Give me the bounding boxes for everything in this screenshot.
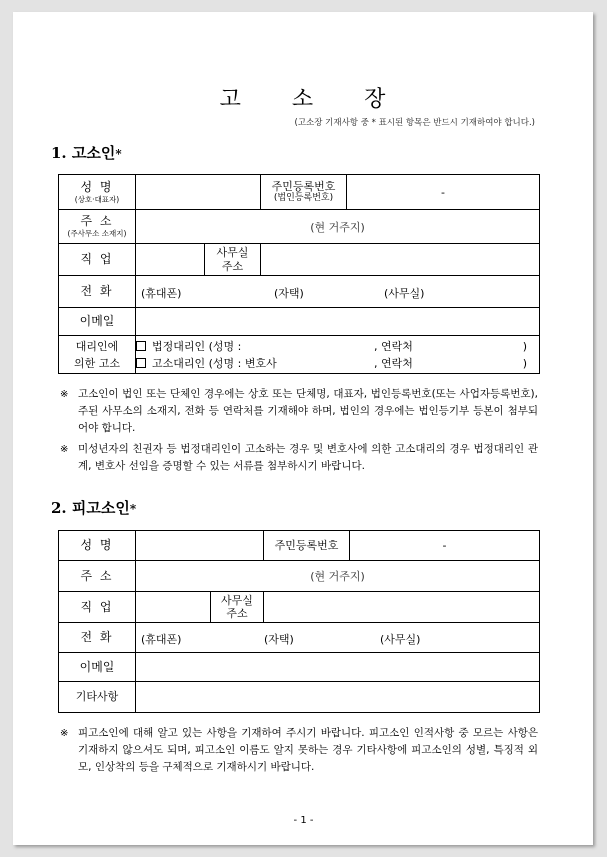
phone-home-label: (자택) [264,633,294,646]
note-mark: ※ [60,728,69,739]
job-label: 직 업 [80,252,114,266]
accused-address-field[interactable]: (현 거주지) [136,561,540,592]
accused-etc-field[interactable] [136,682,540,713]
name-label: 성 명 [80,538,114,552]
accused-id-field[interactable]: - [350,531,540,561]
paren-close: ) [522,339,527,353]
id-label-cell [261,175,347,210]
phone-office-label: (사무실) [380,633,421,646]
complainant-id-field[interactable]: - [347,175,540,210]
address-label-cell [59,210,136,244]
office-label-cell [211,592,264,623]
id-label-cell [264,531,350,561]
phone-mobile-label: (휴대폰) [141,633,182,646]
note-text: 미성년자의 친권자 등 법정대리인이 고소하는 경우 및 변호사에 의한 고소대리의 경우 법정대리인 관계, 변호사 선임을 증명할 수 있는 서류를 첨부하시기 바랍니다. [78,443,538,472]
phone-label: 전 화 [80,630,114,644]
phone-label: 전 화 [80,284,114,298]
accused-note-1 [60,725,538,776]
office-label: 사무실 [216,246,249,260]
required-star: * [129,502,137,516]
complainant-address-field[interactable]: (현 거주지) [136,210,540,244]
accused-job-field[interactable] [136,592,211,623]
accused-phone-field[interactable] [136,623,540,653]
complainant-name-field[interactable] [136,175,261,210]
complainant-table [58,174,540,374]
address-label: 주 소 [80,214,114,229]
complainant-job-field[interactable] [136,244,205,276]
email-label: 이메일 [79,659,115,674]
lawyer-agent-row [136,355,539,372]
complainant-phone-field[interactable] [136,276,540,308]
phone-label-cell [59,623,136,653]
section1-heading [51,142,122,163]
id-label: 주민등록번호 [271,179,336,193]
phone-label-cell [59,276,136,308]
agent-label-cell [59,336,136,374]
office-label-cell [205,244,261,276]
address-sublabel: (주사무소 소재지) [67,229,127,239]
phone-office-label: (사무실) [384,287,425,300]
office-label-2: 주소 [221,259,244,273]
note-mark: ※ [60,444,69,455]
title-char: 고 [219,87,243,112]
lawyer-agent-checkbox[interactable] [136,358,146,368]
name-label-cell [59,531,136,561]
legal-agent-checkbox[interactable] [136,341,146,351]
note-text: 피고소인에 대해 알고 있는 사항을 기재하여 주시기 바랍니다. 피고소인 인적사항 중 모르는 사항은 기재하지 않으셔도 되며, 피고소인 이름도 알지 못하는 경우 기타사항에 피고소인의 성별, 특징적 외모, 인상착의 등을 구체적으로 기재하시기 바랍니다. [78,727,538,773]
complainant-note-2 [60,441,538,475]
lawyer-agent-contact-label: , 연락처 [374,356,413,370]
agent-label-2: 의한 고소 [73,356,120,370]
agent-field [136,336,540,374]
note-mark: ※ [60,389,69,400]
email-label-cell [59,308,136,336]
section2-heading-text: 2. 피고소인 [51,499,130,517]
name-sublabel: (상호·대표자) [74,194,120,204]
legal-agent-label: 법정대리인 (성명 : [152,339,242,353]
job-label: 직 업 [80,599,114,614]
complainant-email-field[interactable] [136,308,540,336]
accused-office-field[interactable] [264,592,540,623]
note-text: 고소인이 법인 또는 단체인 경우에는 상호 또는 단체명, 대표자, 법인등록번호(또는 사업자등록번호), 주된 사무소의 소재지, 전화 등 연락처를 기재해야 하며, 법인의 경우에는 법인등기부 등본이 첨부되어야 합니다. [78,388,538,434]
address-label-cell [59,561,136,592]
job-label-cell [59,244,136,276]
required-notice: (고소장 기재사항 중 * 표시된 항목은 반드시 기재하여야 합니다.) [294,118,535,128]
complainant-office-field[interactable] [261,244,540,276]
title-char: 소 [291,87,316,112]
name-label: 성 명 [80,179,114,194]
accused-email-field[interactable] [136,653,540,682]
email-label: 이메일 [79,314,115,328]
complainant-note-1 [60,386,538,437]
document-title [0,82,607,113]
office-label-2: 주소 [226,607,248,620]
accused-name-field[interactable] [136,531,264,561]
office-label: 사무실 [221,593,253,607]
email-label-cell [59,653,136,682]
legal-agent-row [136,338,539,355]
address-label: 주 소 [80,568,114,583]
required-star: * [115,147,122,161]
etc-label-cell [59,682,136,713]
page-number: - 1 - [293,815,314,826]
accused-table [58,530,540,713]
section1-heading-text: 1. 고소인 [51,144,116,162]
lawyer-agent-label: 고소대리인 (성명 : 변호사 [152,356,277,370]
phone-mobile-label: (휴대폰) [141,287,182,300]
id-label: 주민등록번호 [274,538,339,552]
agent-label: 대리인에 [75,339,119,353]
job-label-cell [59,592,136,623]
name-label-cell [59,175,136,210]
etc-label: 기타사항 [75,690,119,704]
id-sublabel: (법인등록번호) [273,193,334,204]
legal-agent-contact-label: , 연락처 [374,339,413,353]
title-char: 장 [364,87,388,112]
phone-home-label: (자택) [274,287,304,300]
paren-close: ) [522,356,527,370]
section2-heading [51,497,136,518]
